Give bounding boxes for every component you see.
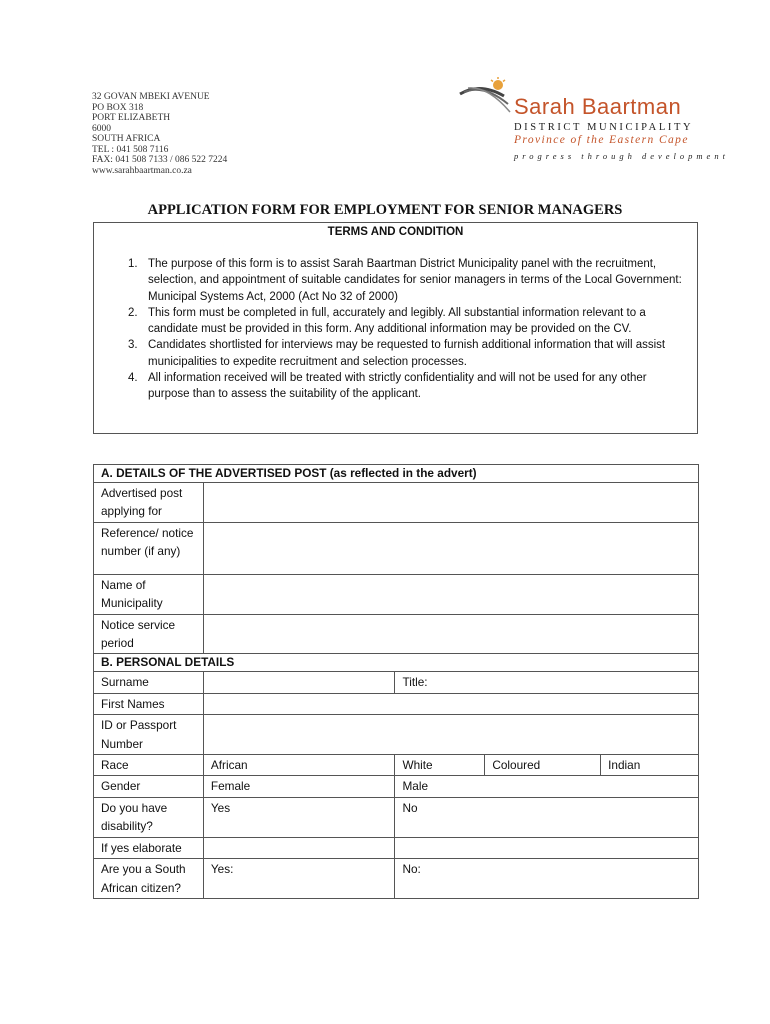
address-block: [92, 92, 227, 176]
gender-option-female[interactable]: Female: [203, 776, 395, 797]
title-field[interactable]: [395, 672, 699, 693]
logo-province: Province of the Eastern Cape: [514, 134, 689, 146]
id-passport-label: ID or Passport Number: [94, 715, 204, 755]
advertised-post-field[interactable]: [203, 483, 698, 523]
address-line: 6000: [92, 123, 111, 134]
terms-item-text: All information received will be treated with strictly confidentiality and will not be used for any other purpose than to assess the suitability of the applicant.: [148, 372, 647, 401]
race-label: Race: [94, 755, 204, 776]
terms-list: [128, 256, 687, 403]
address-line: SOUTH AFRICA: [92, 134, 161, 144]
race-option-white[interactable]: White: [395, 755, 485, 776]
gender-option-male[interactable]: Male: [395, 776, 699, 797]
notice-period-field[interactable]: [203, 614, 698, 654]
surname-field[interactable]: [203, 672, 395, 693]
reference-number-label: Reference/ notice number (if any): [94, 522, 204, 574]
surname-label: Surname: [94, 672, 204, 693]
elaborate-field[interactable]: [203, 837, 395, 858]
reference-number-field[interactable]: [203, 522, 698, 574]
race-option-coloured[interactable]: Coloured: [485, 755, 601, 776]
section-b-heading: B. PERSONAL DETAILS: [94, 654, 699, 672]
terms-item-text: Candidates shortlisted for interviews may be requested to furnish additional information that will assist municipalities to expedite recruitment and selection processes.: [148, 339, 666, 368]
race-option-african[interactable]: African: [203, 755, 395, 776]
address-line: 32 GOVAN MBEKI AVENUE: [92, 92, 210, 102]
first-names-field[interactable]: [203, 693, 698, 714]
citizen-option-no[interactable]: No:: [395, 859, 699, 899]
address-line: TEL : 041 508 7116: [92, 144, 169, 155]
terms-heading: TERMS AND CONDITION: [327, 226, 464, 238]
id-passport-field[interactable]: [203, 715, 698, 755]
terms-box: [93, 222, 698, 434]
first-names-label: First Names: [94, 693, 204, 714]
logo-emblem-icon: [458, 76, 518, 126]
title-label: Title:: [402, 675, 428, 690]
citizen-option-yes[interactable]: Yes:: [203, 859, 395, 899]
section-a-heading: A. DETAILS OF THE ADVERTISED POST (as reflected in the advert): [94, 465, 699, 483]
elaborate-field-extra[interactable]: [395, 837, 699, 858]
application-form-table: [93, 464, 699, 899]
terms-item-text: The purpose of this form is to assist Sarah Baartman District Municipality panel with the recruitment, selection, and appointment of suitable candidates for senior managers in terms of the Local Government: Municipal Systems Act, 2000 (Act No 32 of 2000): [148, 258, 682, 303]
address-line: FAX: 041 508 7133 / 086 522 7224: [92, 155, 228, 165]
elaborate-label: If yes elaborate: [94, 837, 204, 858]
address-line: PORT ELIZABETH: [92, 113, 171, 123]
gender-label: Gender: [94, 776, 204, 797]
disability-option-no[interactable]: No: [395, 797, 699, 837]
address-line: www.sarahbaartman.co.za: [92, 165, 192, 176]
terms-item-number: 1.: [128, 258, 138, 270]
race-option-indian[interactable]: Indian: [601, 755, 699, 776]
terms-item-number: 4.: [128, 372, 138, 385]
terms-item-number: 2.: [128, 306, 138, 319]
terms-item-number: 3.: [128, 339, 138, 352]
terms-item: [128, 256, 687, 305]
municipality-name-label: Name of Municipality: [94, 574, 204, 614]
terms-item: [128, 370, 687, 403]
terms-item-text: This form must be completed in full, accurately and legibly. All substantial information relevant to a candidate must be provided in this form. Any additional information may be provided on the CV.: [148, 306, 646, 336]
terms-item: [128, 337, 687, 370]
municipality-name-field[interactable]: [203, 574, 698, 614]
address-line: PO BOX 318: [92, 102, 144, 113]
logo-tagline: progress through development: [514, 151, 729, 161]
advertised-post-label: Advertised post applying for: [94, 483, 204, 523]
disability-label: Do you have disability?: [94, 797, 204, 837]
notice-period-label: Notice service period: [94, 614, 204, 654]
logo-name: Sarah Baartman: [514, 94, 682, 119]
terms-item: [128, 305, 687, 338]
logo-subtitle: DISTRICT MUNICIPALITY: [514, 122, 694, 133]
municipality-logo: [458, 76, 729, 166]
form-title: APPLICATION FORM FOR EMPLOYMENT FOR SENIOR MANAGERS: [147, 202, 623, 218]
disability-option-yes[interactable]: Yes: [203, 797, 395, 837]
citizen-label: Are you a South African citizen?: [94, 859, 204, 899]
